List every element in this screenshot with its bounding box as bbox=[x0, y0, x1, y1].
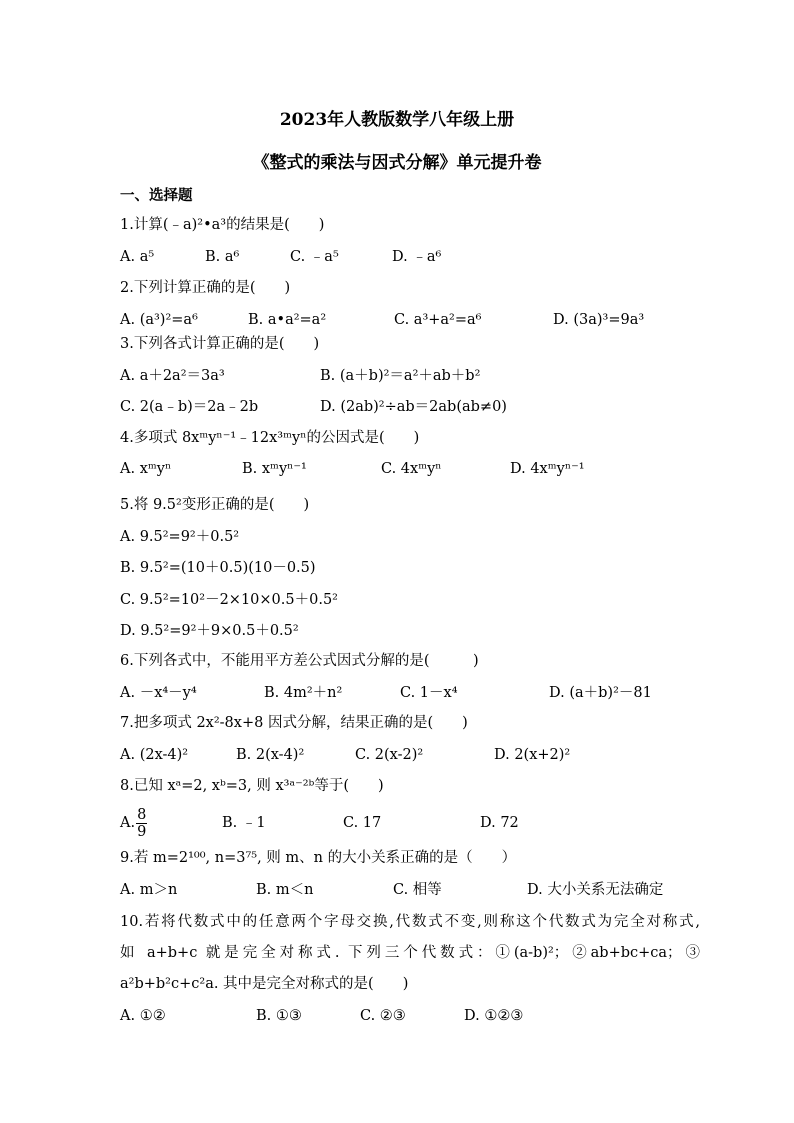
question-7-stem: 7.把多项式 2x²-8x+8 因式分解，结果正确的是( ) bbox=[120, 715, 468, 731]
question-3-option-d: D. (2ab)²÷ab＝2ab(ab≠0) bbox=[320, 399, 507, 415]
question-4-stem: 4.多项式 8xᵐyⁿ⁻¹﹣12x³ᵐyⁿ的公因式是( ) bbox=[120, 430, 420, 446]
question-10-stem-line-3: a²b+b²c+c²a. 其中是完全对称式的是( ) bbox=[120, 976, 409, 992]
question-7-option-c: C. 2(x-2)² bbox=[355, 747, 424, 763]
page-title: 2023年人教版数学八年级上册 bbox=[279, 110, 515, 130]
question-3-option-a: A. a＋2a²＝3a³ bbox=[120, 368, 225, 384]
question-2-stem: 2.下列计算正确的是( ) bbox=[120, 280, 291, 296]
question-10-option-c: C. ②③ bbox=[360, 1008, 406, 1024]
question-4-option-b: B. xᵐyⁿ⁻¹ bbox=[242, 461, 307, 477]
fraction-denominator: 9 bbox=[137, 823, 147, 840]
question-3-option-b: B. (a＋b)²＝a²＋ab＋b² bbox=[320, 368, 481, 384]
section-heading: 一、选择题 bbox=[120, 187, 193, 204]
fraction bbox=[136, 807, 147, 840]
question-1-option-c: C. ﹣a⁵ bbox=[290, 249, 339, 265]
question-4-option-d: D. 4xᵐyⁿ⁻¹ bbox=[510, 461, 585, 477]
question-5-option-d: D. 9.5²=9²＋9×0.5＋0.5² bbox=[120, 623, 299, 639]
question-4-option-c: C. 4xᵐyⁿ bbox=[381, 461, 442, 477]
question-5-stem: 5.将 9.5²变形正确的是( ) bbox=[120, 497, 310, 513]
question-1-option-a: A. a⁵ bbox=[120, 249, 155, 265]
question-2-option-a: A. (a³)²=a⁶ bbox=[120, 312, 198, 328]
question-1-option-b: B. a⁶ bbox=[205, 249, 240, 265]
question-7-option-d: D. 2(x+2)² bbox=[494, 747, 571, 763]
question-6-option-c: C. 1－x⁴ bbox=[400, 685, 458, 701]
question-8-option-a-label: A. bbox=[120, 815, 136, 831]
question-3-stem: 3.下列各式计算正确的是( ) bbox=[120, 336, 320, 352]
page-subtitle: 《整式的乘法与因式分解》单元提升卷 bbox=[252, 153, 542, 173]
question-8-stem: 8.已知 xᵃ=2, xᵇ=3, 则 x³ᵃ⁻²ᵇ等于( ) bbox=[120, 778, 384, 794]
question-2-option-b: B. a•a²=a² bbox=[248, 312, 327, 328]
question-8-option-a bbox=[120, 806, 147, 840]
question-6-option-d: D. (a＋b)²－81 bbox=[549, 685, 652, 701]
question-8-option-d: D. 72 bbox=[480, 815, 519, 831]
question-10-option-d: D. ①②③ bbox=[464, 1008, 524, 1024]
question-9-option-c: C. 相等 bbox=[393, 882, 442, 898]
question-1-option-d: D. ﹣a⁶ bbox=[392, 249, 442, 265]
question-3-option-c: C. 2(a﹣b)＝2a﹣2b bbox=[120, 399, 259, 415]
question-9-option-d: D. 大小关系无法确定 bbox=[527, 882, 664, 898]
fraction-numerator: 8 bbox=[137, 806, 147, 823]
question-10-stem-line-2: 如 a+b+c 就是完全对称式. 下列三个代数式：①(a-b)²；②ab+bc+ca；③ bbox=[120, 945, 700, 961]
question-2-option-d: D. (3a)³=9a³ bbox=[553, 312, 645, 328]
question-10-option-b: B. ①③ bbox=[256, 1008, 302, 1024]
question-5-option-b: B. 9.5²=(10＋0.5)(10－0.5) bbox=[120, 560, 316, 576]
question-1-stem: 1.计算(﹣a)²•a³的结果是( ) bbox=[120, 217, 325, 233]
question-4-option-a: A. xᵐyⁿ bbox=[120, 461, 172, 477]
question-8-option-b: B. ﹣1 bbox=[222, 815, 266, 831]
question-7-option-b: B. 2(x-4)² bbox=[236, 747, 305, 763]
question-10-option-a: A. ①② bbox=[120, 1008, 166, 1024]
question-7-option-a: A. (2x-4)² bbox=[120, 747, 189, 763]
question-8-option-c: C. 17 bbox=[343, 815, 382, 831]
question-6-stem: 6.下列各式中，不能用平方差公式因式分解的是( ) bbox=[120, 653, 479, 669]
question-5-option-a: A. 9.5²=9²＋0.5² bbox=[120, 529, 240, 545]
question-10-stem-line-1: 10.若将代数式中的任意两个字母交换,代数式不变,则称这个代数式为完全对称式, bbox=[120, 914, 700, 930]
question-6-option-a: A. －x⁴－y⁴ bbox=[120, 685, 197, 701]
question-6-option-b: B. 4m²＋n² bbox=[264, 685, 343, 701]
question-9-option-b: B. m＜n bbox=[256, 882, 314, 898]
question-9-stem: 9.若 m=2¹⁰⁰, n=3⁷⁵, 则 m、n 的大小关系正确的是（ ） bbox=[120, 850, 517, 866]
question-5-option-c: C. 9.5²=10²－2×10×0.5＋0.5² bbox=[120, 592, 338, 608]
question-9-option-a: A. m＞n bbox=[120, 882, 178, 898]
question-2-option-c: C. a³+a²=a⁶ bbox=[394, 312, 482, 328]
